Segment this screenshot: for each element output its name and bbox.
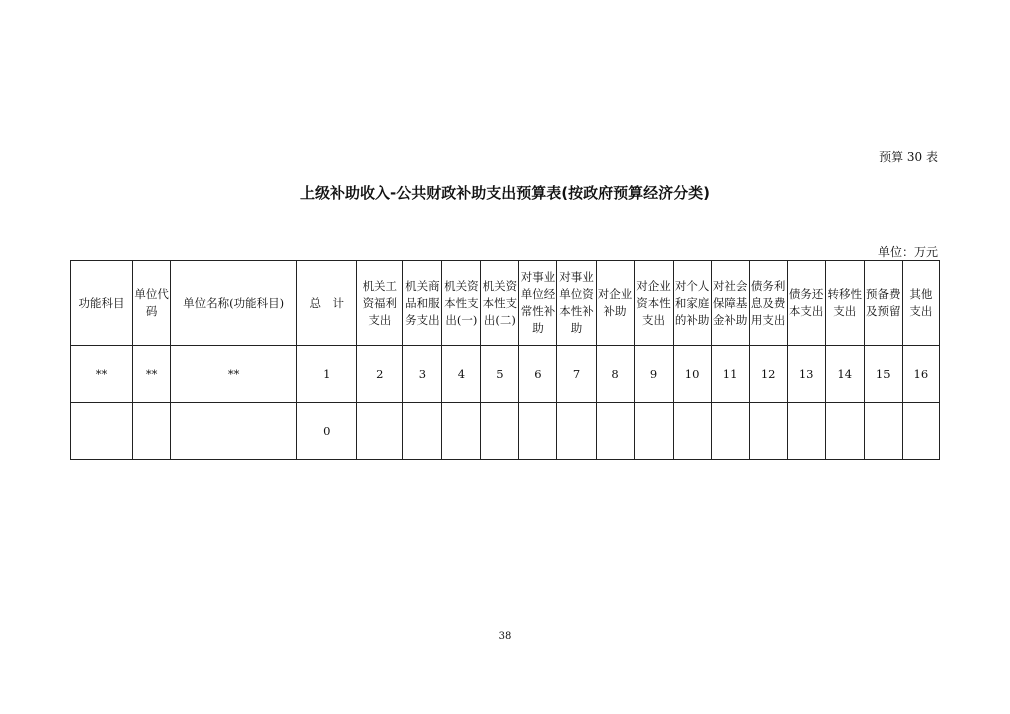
number-cell: 9	[634, 346, 673, 403]
data-cell	[71, 403, 133, 460]
unit-label: 单位：万元	[877, 245, 938, 259]
data-cell	[519, 403, 557, 460]
number-cell: **	[133, 346, 171, 403]
number-cell: 6	[519, 346, 557, 403]
number-cell: 7	[557, 346, 596, 403]
data-cell	[902, 403, 939, 460]
number-cell: 11	[711, 346, 749, 403]
column-number-row	[71, 346, 940, 403]
header-cell: 对事业单位经常性补助	[519, 261, 557, 346]
header-cell: 机关资本性支出(一)	[442, 261, 481, 346]
number-cell: 2	[357, 346, 403, 403]
header-cell: 单位代码	[133, 261, 171, 346]
number-cell: 5	[481, 346, 519, 403]
header-cell: 单位名称(功能科目)	[171, 261, 297, 346]
number-cell: 4	[442, 346, 481, 403]
header-cell: 预备费及预留	[864, 261, 902, 346]
data-cell	[557, 403, 596, 460]
number-cell: **	[71, 346, 133, 403]
data-cell	[357, 403, 403, 460]
header-cell: 债务还本支出	[787, 261, 825, 346]
header-cell: 债务利息及费用支出	[749, 261, 787, 346]
header-cell: 总 计	[297, 261, 357, 346]
data-cell	[481, 403, 519, 460]
number-cell: 10	[673, 346, 711, 403]
number-cell: 12	[749, 346, 787, 403]
document-title: 上级补助收入-公共财政补助支出预算表(按政府预算经济分类)	[300, 184, 710, 202]
header-cell: 机关商品和服务支出	[403, 261, 442, 346]
number-cell: 8	[596, 346, 634, 403]
data-row	[71, 403, 940, 460]
number-cell: 14	[825, 346, 864, 403]
header-cell: 转移性支出	[825, 261, 864, 346]
data-cell: 0	[297, 403, 357, 460]
header-cell: 机关工资福利支出	[357, 261, 403, 346]
data-cell	[133, 403, 171, 460]
number-cell: 13	[787, 346, 825, 403]
data-cell	[864, 403, 902, 460]
data-cell	[403, 403, 442, 460]
header-cell: 对企业补助	[596, 261, 634, 346]
data-cell	[596, 403, 634, 460]
header-cell: 功能科目	[71, 261, 133, 346]
header-cell: 机关资本性支出(二)	[481, 261, 519, 346]
budget-table	[70, 260, 940, 460]
data-cell	[171, 403, 297, 460]
page-number: 38	[498, 631, 512, 642]
data-cell	[442, 403, 481, 460]
number-cell: 1	[297, 346, 357, 403]
header-row	[71, 261, 940, 346]
number-cell: 3	[403, 346, 442, 403]
data-cell	[825, 403, 864, 460]
data-cell	[749, 403, 787, 460]
data-cell	[634, 403, 673, 460]
number-cell: **	[171, 346, 297, 403]
header-cell: 对企业资本性支出	[634, 261, 673, 346]
number-cell: 16	[902, 346, 939, 403]
header-cell: 其他支出	[902, 261, 939, 346]
number-cell: 15	[864, 346, 902, 403]
header-cell: 对事业单位资本性补助	[557, 261, 596, 346]
data-cell	[711, 403, 749, 460]
data-cell	[673, 403, 711, 460]
data-cell	[787, 403, 825, 460]
header-cell: 对社会保障基金补助	[711, 261, 749, 346]
header-cell: 对个人和家庭的补助	[673, 261, 711, 346]
form-number: 预算 30 表	[879, 150, 938, 164]
